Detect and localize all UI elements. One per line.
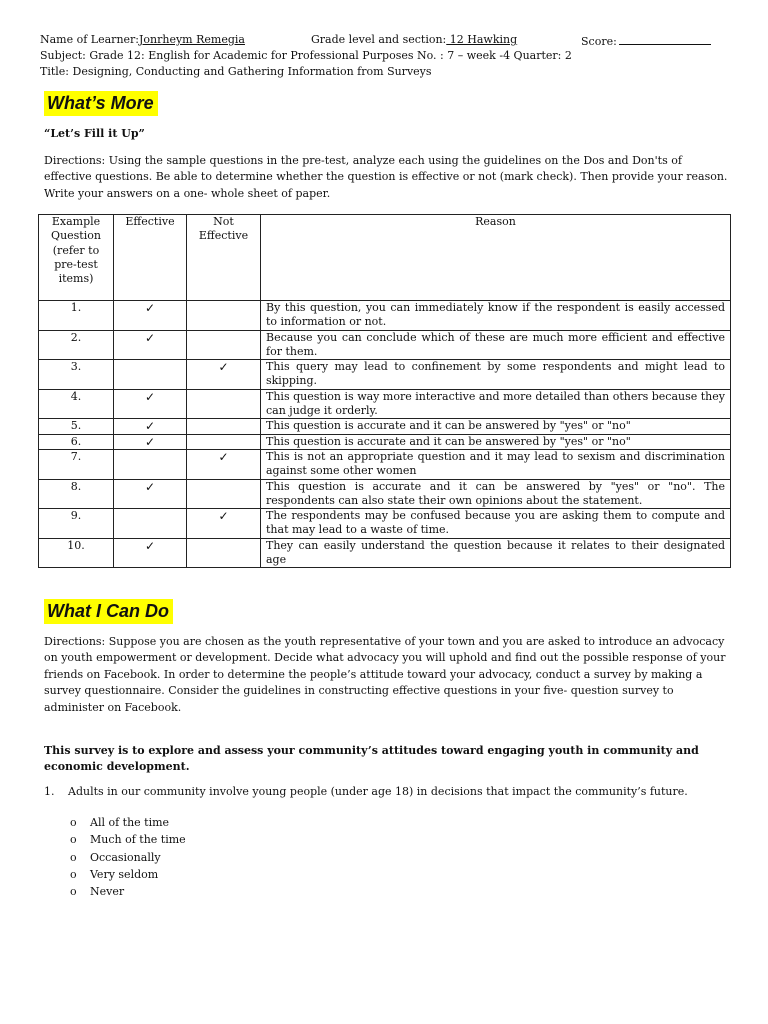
grade-section-value: 12 Hawking [446, 33, 518, 46]
row-number: 10. [39, 538, 114, 568]
not-effective-cell [187, 389, 261, 419]
column-header-not-effective: Not Effective [187, 215, 261, 301]
table-header-row [39, 215, 731, 301]
whats-more-directions: Directions: Using the sample questions in the pre-test, analyze each using the guidelines on the Dos and Don'ts of effective questions. Be able to determine whether the question is effective or not (mark check). Then provide your reason. Write your answers on a one- whole sheet of paper. [44, 154, 728, 200]
whats-more-heading: What’s More [44, 91, 158, 116]
row-number: 8. [39, 479, 114, 509]
table-body [39, 301, 731, 568]
check-icon: ✓ [144, 301, 156, 315]
subject-line: Subject: Grade 12: English for Academic for Professional Purposes No. : 7 – week -4 Quarter: 2 [40, 49, 572, 62]
effective-cell [114, 479, 187, 509]
reason-cell: This query may lead to confinement by some respondents and might lead to skipping. [261, 360, 731, 390]
activity-subtitle: “Let’s Fill it Up” [44, 127, 145, 140]
what-i-can-do-directions: Directions: Suppose you are chosen as the youth representative of your town and you are asked to introduce an advocacy on youth empowerment or development. Decide what advocacy you will uphold and find out the possible response of your friends on Facebook. In order to determine the people’s attitude toward your advocacy, conduct a survey by making a survey questionnaire. Consider the guidelines in constructing effective questions in your five- question survey to administer on Facebook. [44, 635, 726, 714]
option-label: All of the time [90, 816, 170, 829]
grade-section-field [311, 32, 517, 48]
option-bullet: o [70, 885, 77, 899]
row-number: 5. [39, 419, 114, 434]
table-row [39, 509, 731, 539]
table-row [39, 434, 731, 449]
reason-cell: They can easily understand the question because it relates to their designated age [261, 538, 731, 568]
check-icon: ✓ [144, 419, 156, 434]
check-icon: ✓ [144, 330, 156, 345]
table-row [39, 479, 731, 509]
reason-cell: This question is accurate and it can be answered by "yes" or "no" [261, 434, 731, 449]
effective-cell [114, 449, 187, 479]
option-label: Very seldom [90, 867, 159, 881]
table-row [39, 389, 731, 419]
learner-name-label: Name of Learner: [40, 33, 139, 46]
option-bullet: o [70, 816, 77, 829]
table-row [39, 301, 731, 331]
row-number: 2. [39, 330, 114, 360]
analysis-table [38, 214, 731, 568]
score-label: Score: [581, 35, 617, 48]
effective-cell [114, 538, 187, 568]
question-text: Adults in our community involve young people (under age 18) in decisions that impact the community’s future. [68, 785, 688, 798]
check-icon: ✓ [144, 479, 156, 494]
not-effective-cell [187, 419, 261, 434]
what-i-can-do-heading: What I Can Do [44, 599, 173, 624]
row-number: 7. [39, 449, 114, 479]
learner-name-value: Jonrheym Remegia [139, 33, 245, 46]
row-number: 9. [39, 509, 114, 539]
check-icon: ✓ [144, 434, 156, 449]
effective-cell [114, 360, 187, 390]
not-effective-cell [187, 449, 261, 479]
not-effective-cell [187, 330, 261, 360]
grade-section-label: Grade level and section: [311, 33, 447, 46]
effective-cell [114, 389, 187, 419]
reason-cell: This question is accurate and it can be answered by "yes" or "no" [261, 419, 731, 434]
not-effective-cell [187, 301, 261, 331]
option-label: Much of the time [90, 833, 186, 847]
check-icon: ✓ [144, 389, 156, 404]
table-row [39, 330, 731, 360]
not-effective-cell [187, 434, 261, 449]
check-icon: ✓ [218, 360, 229, 375]
row-number: 4. [39, 389, 114, 419]
column-header-effective: Effective [114, 215, 187, 301]
row-number: 6. [39, 434, 114, 449]
effective-cell [114, 434, 187, 449]
reason-cell: This is not an appropriate question and it may lead to sexism and discrimination against some other women [261, 449, 731, 479]
not-effective-cell [187, 360, 261, 390]
learner-name-field [40, 32, 245, 48]
check-icon: ✓ [218, 449, 229, 464]
table-row [39, 538, 731, 568]
reason-cell: This question is way more interactive and more detailed than others because they can judge it orderly. [261, 389, 731, 419]
row-number: 3. [39, 360, 114, 390]
table-row [39, 360, 731, 390]
survey-question [44, 785, 728, 799]
not-effective-cell [187, 538, 261, 568]
effective-cell [114, 301, 187, 331]
survey-statement: This survey is to explore and assess your community’s attitudes toward engaging youth in community and economic development. [44, 744, 699, 774]
table-row [39, 449, 731, 479]
title-line: Title: Designing, Conducting and Gathering Information from Surveys [40, 65, 432, 78]
reason-cell: The respondents may be confused because you are asking them to compute and that may lead to a waste of time. [261, 509, 731, 539]
reason-cell: Because you can conclude which of these are much more efficient and effective for them. [261, 330, 731, 360]
option-label: Occasionally [90, 850, 161, 864]
not-effective-cell [187, 509, 261, 539]
learner-info-line [40, 32, 740, 48]
option-label: Never [90, 885, 125, 899]
effective-cell [114, 509, 187, 539]
reason-cell: By this question, you can immediately know if the respondent is easily accessed to information or not. [261, 301, 731, 331]
score-blank-line [619, 32, 711, 45]
check-icon: ✓ [144, 538, 156, 553]
column-header-reason: Reason [261, 215, 731, 301]
row-number: 1. [39, 301, 114, 331]
column-header-example: Example Question (refer to pre-test items) [39, 215, 114, 301]
option-bullet: o [70, 867, 77, 881]
check-icon: ✓ [218, 509, 229, 524]
effective-cell [114, 330, 187, 360]
effective-cell [114, 419, 187, 434]
reason-cell: This question is accurate and it can be answered by "yes" or "no". The respondents can also state their own opinions about the statement. [261, 479, 731, 509]
question-number: 1. [44, 785, 55, 798]
not-effective-cell [187, 479, 261, 509]
option-bullet: o [70, 850, 77, 864]
table-row [39, 419, 731, 434]
option-bullet: o [70, 833, 77, 847]
